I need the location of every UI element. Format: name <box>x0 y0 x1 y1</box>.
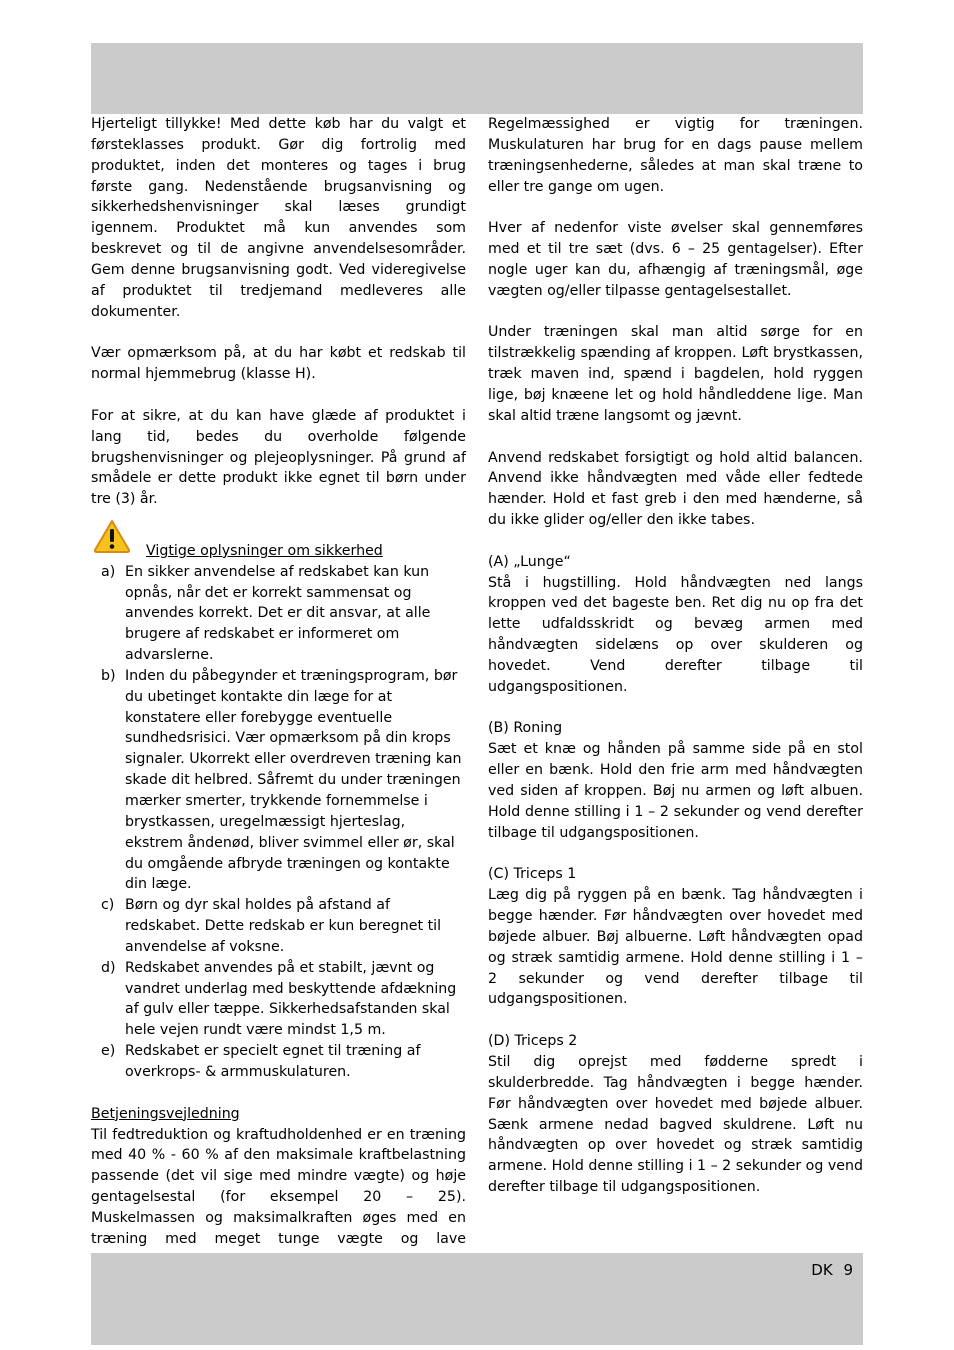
home-use-paragraph: Vær opmærksom på, at du har købt et redskab til normal hjemmebrug (klasse H). <box>91 345 466 383</box>
list-marker: a) <box>101 563 116 580</box>
safety-item-d <box>91 958 466 1041</box>
exercise-c-text: Læg dig på ryggen på en bænk. Tag håndvægten i begge hænder. Før håndvægten over hovedet med bøjede albuer. Bøj albuerne. Løft håndvægten opad og stræk samtidig armene. Hold denne stilling i 1 – 2 sekunder og vend derefter tilbage til udgangspositionen. <box>488 887 863 1008</box>
list-marker: b) <box>101 667 116 684</box>
header-band <box>91 43 863 114</box>
safety-item-e <box>91 1041 466 1083</box>
posture-paragraph: Under træningen skal man altid sørge for en tilstrækkelig spænding af kroppen. Løft brystkassen, træk maven ind, spænd i bagdelen, hold ryggen lige, bøj knæene let og hold håndleddene lige. Man skal altid træne langsomt og jævnt. <box>488 324 863 424</box>
care-paragraph: For at sikre, at du kan have glæde af produktet i lang tid, bedes du overholde følgende brugshenvisninger og plejeoplysninger. På grund af smådele er dette produkt ikke egnet til børn under tre (3) år. <box>91 407 466 508</box>
right-column <box>488 114 863 1198</box>
safety-list <box>91 562 466 1083</box>
exercise-a-text: Stå i hugstilling. Hold håndvægten ned langs kroppen ved det bageste ben. Ret dig nu op fra det lette udfaldsskridt og bevæg armen med håndvægten sidelæns op over skulderen og hovedet. Vend derefter tilbage til udgangspositionen. <box>488 574 863 695</box>
sets-paragraph: Hver af nedenfor viste øvelser skal gennemføres med et til tre sæt (dvs. 6 – 25 gentagelser). Efter nogle uger kan du, afhængig af træningsmål, øge vægten og/eller tilpasse gentagelsestallet. <box>488 220 863 299</box>
exercise-b-text: Sæt et knæ og hånden på samme side på en stol eller en bænk. Hold den frie arm med håndvægten ved siden af kroppen. Bøj nu armen og løft albuen. Hold denne stilling i 1 – 2 sekunder og vend derefter tilbage til udgangspositionen. <box>488 741 863 841</box>
warning-triangle-icon <box>93 519 131 553</box>
operation-paragraph: Til fedtreduktion og kraftudholdenhed er en træning med 40 % - 60 % af den maksimale kraftbelastning passende (det vil sige med mindre vægte) og høje gentagelsestal (for eksempel 20 – 25). Muskelmassen og maksimalkraften øges med en træning med meget tunge vægte og lave <box>91 1126 466 1247</box>
list-marker: c) <box>101 897 115 914</box>
safety-item-a <box>91 562 466 666</box>
left-column <box>91 114 466 1270</box>
page-number: DK 9 <box>811 1261 853 1279</box>
balance-paragraph: Anvend redskabet forsigtigt og hold altid balancen. Anvend ikke håndvægten med våde eller fedtede hænder. Hold et fast greb i den med hænderne, så du ikke glider og/eller den ikke tabes. <box>488 449 863 529</box>
exercise-c-title: (C) Triceps 1 <box>488 866 577 883</box>
safety-item-c <box>91 895 466 958</box>
exercise-d-title: (D) Triceps 2 <box>488 1033 578 1050</box>
list-marker: e) <box>101 1043 116 1060</box>
safety-item-text: Redskabet anvendes på et stabilt, jævnt og vandret underlag med beskyttende afdækning af gulv eller tæppe. Sikkerhedsafstanden skal hele vejen rundt være mindst 1,5 m. <box>125 959 457 1039</box>
safety-item-text: En sikker anvendelse af redskabet kan kun opnås, når det er korrekt sammensat og anvendes korrekt. Det er dit ansvar, at alle brugere af redskabet er informeret om advarslerne. <box>125 563 431 664</box>
exercise-a-title: (A) „Lunge“ <box>488 553 571 570</box>
footer-band <box>91 1253 863 1345</box>
exercise-b-title: (B) Roning <box>488 720 563 737</box>
intro-paragraph: Hjerteligt tillykke! Med dette køb har du valgt et førsteklasses produkt. Gør dig fortrolig med produktet, inden det monteres og tages i brug første gang. Nedenstående brugsanvisning og sikkerhedshenvisninger skal læses grundigt igennem. Produktet må kun anvendes som beskrevet og til de angivne anvendelsesområder. Gem denne brugsanvisning godt. Ved videregivelse af produktet til tredjemand medleveres alle dokumenter. <box>91 116 466 320</box>
safety-item-text: Børn og dyr skal holdes på afstand af redskabet. Dette redskab er kun beregnet til anvendelse af voksne. <box>125 897 442 955</box>
safety-item-b <box>91 666 466 895</box>
safety-title: Vigtige oplysninger om sikkerhed <box>146 542 383 559</box>
exercise-d-text: Stil dig oprejst med fødderne spredt i skulderbredde. Tag håndvægten i begge hænder. Før håndvægten over hovedet med bøjede albuer. Sænk armene nedad bagved skuldrene. Løft nu håndvægten op over hovedet og stræk samtidig armene. Hold denne stilling i 1 – 2 sekunder og vend derefter tilbage til udgangspositionen. <box>488 1053 863 1196</box>
safety-heading <box>91 541 466 562</box>
operation-title: Betjeningsvejledning <box>91 1105 240 1122</box>
safety-item-text: Redskabet er specielt egnet til træning af overkrops- & armmuskulaturen. <box>125 1043 421 1080</box>
regularity-paragraph: Regelmæssighed er vigtig for træningen. Muskulaturen har brug for en dags pause mellem træningsenhederne, således at man skal træne to eller tre gange om ugen. <box>488 116 863 195</box>
list-marker: d) <box>101 959 116 976</box>
safety-item-text: Inden du påbegynder et træningsprogram, bør du ubetinget kontakte din læge for at konstatere eller forebygge eventuelle sundhedsrisici. Vær opmærksom på din krops signaler. Ukorrekt eller overdreven træning kan skade dit helbred. Såfremt du under træningen mærker smerter, trykkende fornemmelse i brystkassen, uregelmæssigt hjerteslag, ekstrem åndenød, bliver svimmel eller ør, skal du omgående afbryde træningen og kontakte din læge. <box>125 667 462 893</box>
